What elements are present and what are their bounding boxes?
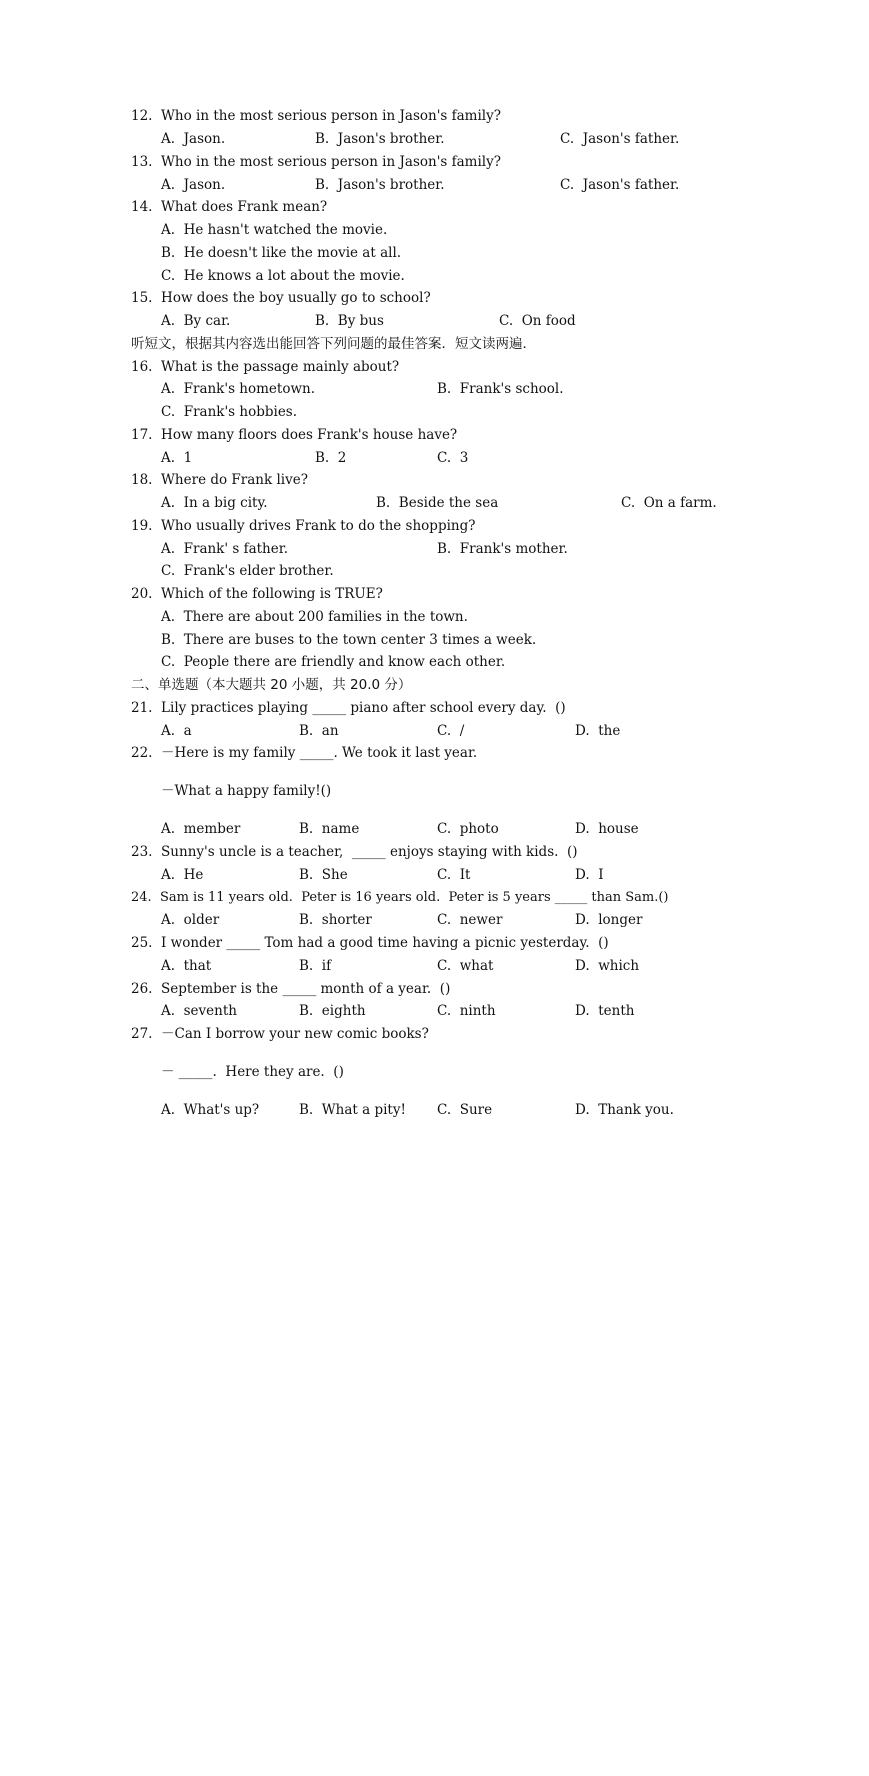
question-25-stem: 25. I wonder _____ Tom had a good time having a picnic yesterday. (): [131, 935, 609, 951]
question-21-option-a: A. a: [161, 723, 192, 739]
question-18-option-c: C. On a farm.: [621, 495, 717, 511]
question-26-option-d: D. tenth: [575, 1003, 635, 1019]
question-13-option-a: A. Jason.: [161, 177, 226, 193]
question-19-option-c: C. Frank's elder brother.: [161, 563, 334, 579]
question-14-option-b: B. He doesn't like the movie at all.: [161, 245, 402, 261]
question-27-option-b: B. What a pity!: [299, 1102, 406, 1118]
question-23-option-a: A. He: [161, 867, 204, 883]
question-24-stem: 24. Sam is 11 years old. Peter is 16 years old. Peter is 5 years _____ than Sam.(): [131, 890, 669, 905]
question-16-option-a: A. Frank's hometown.: [161, 381, 316, 397]
question-15-option-a: A. By car.: [161, 313, 231, 329]
question-27-reply: － _____. Here they are. (): [161, 1064, 344, 1080]
question-19-stem: 19. Who usually drives Frank to do the shopping?: [131, 518, 476, 534]
question-26-option-a: A. seventh: [161, 1003, 237, 1019]
question-21-option-d: D. the: [575, 723, 621, 739]
question-16-stem: 16. What is the passage mainly about?: [131, 359, 400, 375]
question-22-option-d: D. house: [575, 821, 639, 837]
question-17-stem: 17. How many floors does Frank's house have?: [131, 427, 458, 443]
question-22-option-c: C. photo: [437, 821, 499, 837]
question-14-option-c: C. He knows a lot about the movie.: [161, 268, 405, 284]
question-24-option-d: D. longer: [575, 912, 643, 928]
question-21-option-b: B. an: [299, 723, 339, 739]
question-22-stem: 22. －Here is my family _____. We took it last year.: [131, 745, 478, 761]
question-25-option-b: B. if: [299, 958, 332, 974]
question-16-option-b: B. Frank's school.: [437, 381, 564, 397]
question-27-stem: 27. －Can I borrow your new comic books?: [131, 1026, 429, 1042]
question-27-option-c: C. Sure: [437, 1102, 493, 1118]
question-24-option-a: A. older: [161, 912, 220, 928]
question-25-option-a: A. that: [161, 958, 212, 974]
listening-instruction: 听短文，根据其内容选出能回答下列问题的最佳答案．短文读两遍．: [131, 336, 536, 352]
question-17-option-a: A. 1: [161, 450, 193, 466]
question-17-option-c: C. 3: [437, 450, 469, 466]
question-18-option-a: A. In a big city.: [161, 495, 268, 511]
question-27-option-d: D. Thank you.: [575, 1102, 674, 1118]
question-13-stem: 13. Who in the most serious person in Jason's family?: [131, 154, 501, 170]
section-2-heading: 二、单选题（本大题共 20 小题，共 20.0 分）: [131, 677, 412, 693]
question-17-option-b: B. 2: [315, 450, 347, 466]
question-14-stem: 14. What does Frank mean?: [131, 199, 328, 215]
question-20-option-a: A. There are about 200 families in the town.: [161, 609, 468, 625]
question-12-option-a: A. Jason.: [161, 131, 226, 147]
question-23-option-c: C. It: [437, 867, 471, 883]
question-20-option-c: C. People there are friendly and know each other.: [161, 654, 506, 670]
question-12-option-c: C. Jason's father.: [560, 131, 680, 147]
question-23-option-d: D. I: [575, 867, 604, 883]
question-26-option-b: B. eighth: [299, 1003, 366, 1019]
question-19-option-b: B. Frank's mother.: [437, 541, 568, 557]
question-26-option-c: C. ninth: [437, 1003, 496, 1019]
question-25-option-c: C. what: [437, 958, 494, 974]
question-21-stem: 21. Lily practices playing _____ piano after school every day. (): [131, 700, 566, 716]
question-19-option-a: A. Frank' s father.: [161, 541, 289, 557]
question-23-option-b: B. She: [299, 867, 348, 883]
question-15-stem: 15. How does the boy usually go to school?: [131, 290, 431, 306]
question-20-option-b: B. There are buses to the town center 3 times a week.: [161, 632, 537, 648]
question-24-option-c: C. newer: [437, 912, 503, 928]
question-13-option-c: C. Jason's father.: [560, 177, 680, 193]
question-18-option-b: B. Beside the sea: [376, 495, 499, 511]
question-20-stem: 20. Which of the following is TRUE?: [131, 586, 383, 602]
question-18-stem: 18. Where do Frank live?: [131, 472, 308, 488]
question-25-option-d: D. which: [575, 958, 640, 974]
question-15-option-b: B. By bus: [315, 313, 384, 329]
question-24-option-b: B. shorter: [299, 912, 372, 928]
question-16-option-c: C. Frank's hobbies.: [161, 404, 298, 420]
question-15-option-c: C. On food: [499, 313, 576, 329]
question-22-reply: －What a happy family!(): [161, 783, 332, 799]
question-27-option-a: A. What's up?: [161, 1102, 260, 1118]
question-12-stem: 12. Who in the most serious person in Jason's family?: [131, 108, 501, 124]
question-13-option-b: B. Jason's brother.: [315, 177, 445, 193]
question-23-stem: 23. Sunny's uncle is a teacher, _____ enjoys staying with kids. (): [131, 844, 578, 860]
question-22-option-b: B. name: [299, 821, 360, 837]
question-14-option-a: A. He hasn't watched the movie.: [161, 222, 388, 238]
question-21-option-c: C. /: [437, 723, 465, 739]
question-26-stem: 26. September is the _____ month of a year. (): [131, 981, 451, 997]
question-12-option-b: B. Jason's brother.: [315, 131, 445, 147]
question-22-option-a: A. member: [161, 821, 241, 837]
